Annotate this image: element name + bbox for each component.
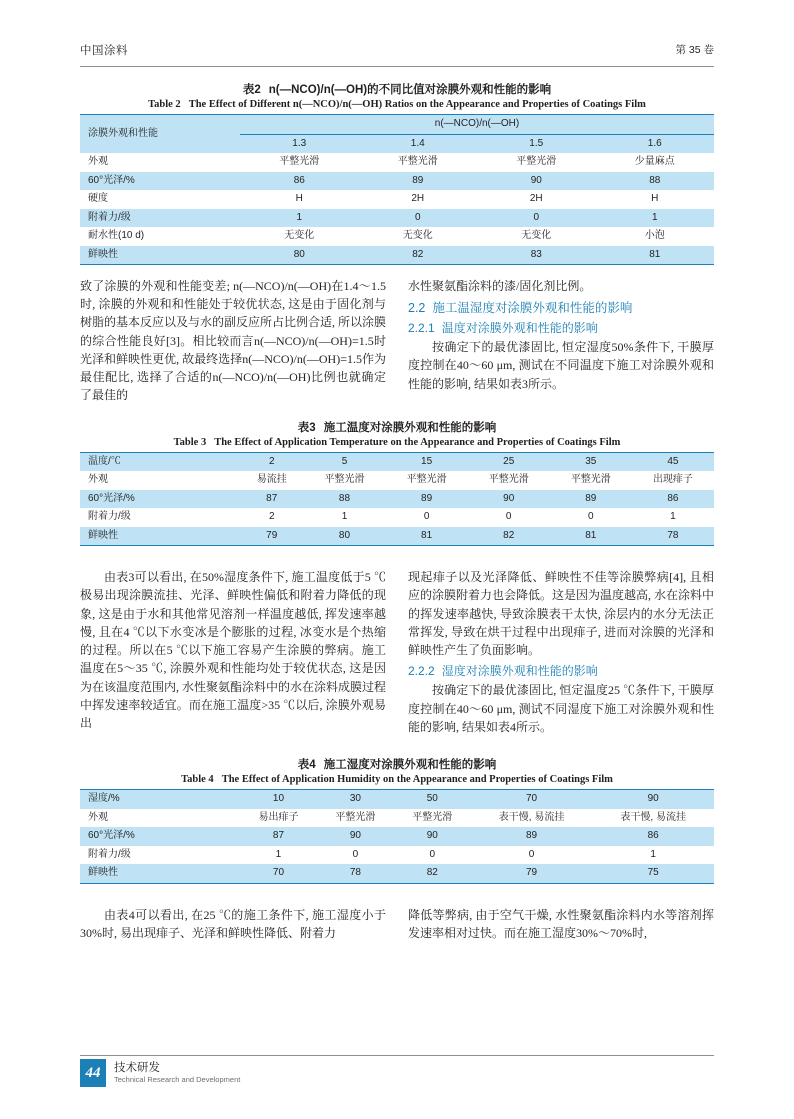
table2-r1c2: 90: [477, 172, 596, 191]
table2-label-cn: 表2: [242, 84, 261, 96]
journal-name: 中国涂料: [80, 45, 128, 57]
table4-row2-label: 附着力/级: [80, 846, 240, 865]
table2-r3c3: 1: [596, 209, 715, 228]
table2-r2c2: 2H: [477, 190, 596, 209]
table-row: [80, 172, 714, 191]
table4-row1-label: 60°光泽/%: [80, 827, 240, 846]
table3-r1c4: 89: [550, 490, 632, 509]
table2-r5c3: 81: [596, 246, 715, 265]
page: [0, 42, 794, 1119]
table3-r0c0: 易流挂: [240, 471, 303, 490]
paragraph-1-right: 水性聚氨酯涂料的漆/固化剂比例。: [408, 279, 592, 293]
table3-r3c1: 80: [303, 527, 385, 546]
table4-r1c4: 86: [592, 827, 714, 846]
table-row: [80, 471, 714, 490]
heading-2-2-number: 2.2: [408, 301, 426, 316]
table3-r2c0: 2: [240, 508, 303, 527]
table4-r1c2: 90: [394, 827, 471, 846]
table-row: [80, 227, 714, 246]
column-right: [408, 568, 714, 736]
table-row: [80, 508, 714, 527]
volume-label: 第 35 卷: [675, 44, 714, 56]
table3-col-2: 15: [386, 452, 468, 471]
table4-col-4: 90: [592, 790, 714, 809]
table4-r0c0: 易出痱子: [240, 809, 317, 828]
table4-r3c1: 78: [317, 864, 394, 883]
table4-r3c0: 70: [240, 864, 317, 883]
column-left: [80, 568, 386, 736]
table2-row2-label: 硬度: [80, 190, 240, 209]
table2-r4c1: 无变化: [359, 227, 478, 246]
running-head: [80, 42, 714, 64]
table2-r0c3: 少量麻点: [596, 153, 715, 172]
table3: [80, 452, 714, 547]
table2-r5c1: 82: [359, 246, 478, 265]
footer-divider: [80, 1055, 714, 1056]
page-number: 44: [80, 1059, 106, 1087]
table-row: [80, 490, 714, 509]
table4-r0c1: 平整光滑: [317, 809, 394, 828]
table4-r3c2: 82: [394, 864, 471, 883]
table-row: [80, 190, 714, 209]
table4-col-3: 70: [471, 790, 593, 809]
table2-r3c2: 0: [477, 209, 596, 228]
table4-r2c4: 1: [592, 846, 714, 865]
table2-group-header: n(—NCO)/n(—OH): [240, 115, 714, 135]
table2-r2c1: 2H: [359, 190, 478, 209]
table4-row3-label: 鲜映性: [80, 864, 240, 883]
table4-col-1: 30: [317, 790, 394, 809]
heading-2-2-1: [408, 319, 714, 336]
table4-r1c1: 90: [317, 827, 394, 846]
table4-row0-label: 外观: [80, 809, 240, 828]
table4-label-cn: 表4: [297, 759, 316, 772]
table2-title-en: The Effect of Different n(—NCO)/n(—OH) Ratios on the Appearance and Properties of Coatings Film: [188, 99, 646, 110]
table-row: [80, 527, 714, 546]
table2-r5c0: 80: [240, 246, 359, 265]
text-block-1: [80, 277, 714, 405]
table2-r4c3: 小泡: [596, 227, 715, 246]
table4-title-en: The Effect of Application Humidity on the Appearance and Properties of Coatings Film: [221, 774, 613, 786]
heading-2-2-1-number: 2.2.1: [408, 321, 435, 336]
table4-col-0: 10: [240, 790, 317, 809]
table3-r1c3: 90: [468, 490, 550, 509]
table4-r3c4: 75: [592, 864, 714, 883]
heading-2-2-1-text: 温度对涂膜外观和性能的影响: [441, 321, 598, 336]
table3-r3c0: 79: [240, 527, 303, 546]
table2-row1-label: 60°光泽/%: [80, 172, 240, 191]
table3-r2c3: 0: [468, 508, 550, 527]
table2-row4-label: 耐水性(10 d): [80, 227, 240, 246]
table4-caption-cn: [80, 756, 714, 772]
table2-block: [80, 81, 714, 265]
table3-r2c2: 0: [386, 508, 468, 527]
table4-r2c1: 0: [317, 846, 394, 865]
table2-r5c2: 83: [477, 246, 596, 265]
table3-r2c4: 0: [550, 508, 632, 527]
table3-r3c2: 81: [386, 527, 468, 546]
table2-row3-label: 附着力/级: [80, 209, 240, 228]
table4-caption-en: [80, 774, 714, 785]
table3-col-0: 2: [240, 452, 303, 471]
header-divider: [80, 66, 714, 67]
table3-r0c4: 平整光滑: [550, 471, 632, 490]
table2-r4c0: 无变化: [240, 227, 359, 246]
table3-block: [80, 419, 714, 547]
footer-section-en: Technical Research and Development: [114, 1075, 241, 1084]
table3-r0c1: 平整光滑: [303, 471, 385, 490]
table2-row0-label: 外观: [80, 153, 240, 172]
table2-r2c3: H: [596, 190, 715, 209]
table2-group-header-row: [80, 115, 714, 135]
table3-caption-cn: [80, 419, 714, 435]
table-row: [80, 846, 714, 865]
table2-r2c0: H: [240, 190, 359, 209]
table3-col-1: 5: [303, 452, 385, 471]
table4: [80, 789, 714, 884]
table4-title-cn: 施工湿度对涂膜外观和性能的影响: [323, 759, 497, 772]
page-footer: [80, 1055, 714, 1095]
table4-r1c0: 87: [240, 827, 317, 846]
table2-r0c2: 平整光滑: [477, 153, 596, 172]
table-row: [80, 864, 714, 883]
table2-r1c3: 88: [596, 172, 715, 191]
table3-r2c1: 1: [303, 508, 385, 527]
table3-header-label: 温度/℃: [80, 452, 240, 471]
table3-col-4: 35: [550, 452, 632, 471]
table3-r0c5: 出现痱子: [632, 471, 714, 490]
table2-col-3: 1.6: [596, 134, 715, 153]
table2: [80, 114, 714, 265]
table3-title-cn: 施工温度对涂膜外观和性能的影响: [323, 421, 497, 434]
table2-caption-cn: [80, 81, 714, 97]
table3-r3c5: 78: [632, 527, 714, 546]
paragraph-1-left: 致了涂膜的外观和性能变差; n(—NCO)/n(—OH)在1.4～1.5时, 涂膜的外观和和性能处于较优状态, 这是由于固化剂与树脂的基本反应以及与水的副反应所占比例合适, 所以涂膜的综合性能良好[3]。相比较而言n(—NCO)/n(—OH)=1.5时光泽和鲜映性更优, 故最终选择n(—NCO)/n(—OH)=1.5作为最佳配比, 选择了合适的n(—NCO)/n(—OH)比例也就确定了最佳的: [80, 279, 387, 403]
table2-col-2: 1.5: [477, 134, 596, 153]
table-row: [80, 209, 714, 228]
table-row: [80, 153, 714, 172]
table3-col-3: 25: [468, 452, 550, 471]
heading-2-2-2-number: 2.2.2: [408, 664, 435, 679]
table2-r1c0: 86: [240, 172, 359, 191]
table2-r0c1: 平整光滑: [359, 153, 478, 172]
table4-r0c2: 平整光滑: [394, 809, 471, 828]
table2-row5-label: 鲜映性: [80, 246, 240, 265]
paragraph-3-right: 现起痱子以及光泽降低、鲜映性不佳等涂膜弊病[4], 且相应的涂膜附着力也会降低。这是因为温度越高, 水在涂料中的挥发速率越快, 导致涂膜表干太快, 涂层内的水分无法正常挥发, 导致在烘干过程中出现痱子, 进而对涂膜的光泽和鲜映性产生了负面影响。: [408, 570, 715, 658]
table4-header-row: [80, 790, 714, 809]
column-left: [80, 277, 386, 405]
table4-label-en: Table 4: [181, 774, 214, 786]
table2-col-0: 1.3: [240, 134, 359, 153]
text-block-2: [80, 568, 714, 736]
table4-r0c3: 表干慢, 易流挂: [471, 809, 593, 828]
table2-r3c0: 1: [240, 209, 359, 228]
table3-r1c0: 87: [240, 490, 303, 509]
table2-caption-en: [80, 99, 714, 110]
text-block-3: [80, 906, 714, 942]
table2-r1c1: 89: [359, 172, 478, 191]
table4-r2c2: 0: [394, 846, 471, 865]
table2-r3c1: 0: [359, 209, 478, 228]
table3-row2-label: 附着力/级: [80, 508, 240, 527]
table3-caption-en: [80, 437, 714, 448]
table3-r2c5: 1: [632, 508, 714, 527]
table3-row3-label: 鲜映性: [80, 527, 240, 546]
table3-r3c4: 81: [550, 527, 632, 546]
table3-row0-label: 外观: [80, 471, 240, 490]
table4-block: [80, 756, 714, 884]
paragraph-4-right: 按确定下的最优漆固比, 恒定温度25 ℃条件下, 干膜厚度控制在40～60 μm, 测试不同湿度下施工对涂膜外观和性能的影响, 结果如表4所示。: [408, 683, 714, 734]
column-right: [408, 277, 714, 405]
table3-title-en: The Effect of Application Temperature on the Appearance and Properties of Coatings Film: [214, 436, 621, 448]
footer-section-cn: 技术研发: [114, 1062, 160, 1074]
table2-r4c2: 无变化: [477, 227, 596, 246]
table3-col-5: 45: [632, 452, 714, 471]
column-right: [408, 906, 714, 942]
table3-r0c3: 平整光滑: [468, 471, 550, 490]
heading-2-2-2-text: 湿度对涂膜外观和性能的影响: [441, 664, 598, 679]
paragraph-5-left: 由表4可以看出, 在25 ℃的施工条件下, 施工湿度小于30%时, 易出现痱子、光泽和鲜映性降低、附着力: [80, 907, 386, 940]
table4-r2c0: 1: [240, 846, 317, 865]
heading-2-2-text: 施工温湿度对涂膜外观和性能的影响: [432, 301, 633, 316]
paragraph-5-right: 降低等弊病, 由于空气干燥, 水性聚氨酯涂料内水等溶剂挥发速率相对过快。而在施工湿度30%～70%时,: [408, 907, 714, 940]
table3-header-row: [80, 452, 714, 471]
table3-r1c5: 86: [632, 490, 714, 509]
table4-r3c3: 79: [471, 864, 593, 883]
table2-corner-label: 涂膜外观和性能: [80, 115, 240, 154]
table2-col-1: 1.4: [359, 134, 478, 153]
table3-row1-label: 60°光泽/%: [80, 490, 240, 509]
table3-r1c1: 88: [303, 490, 385, 509]
column-left: [80, 906, 386, 942]
table3-label-en: Table 3: [173, 436, 207, 448]
heading-2-2: [408, 298, 714, 316]
table2-r0c0: 平整光滑: [240, 153, 359, 172]
table3-r1c2: 89: [386, 490, 468, 509]
table4-col-2: 50: [394, 790, 471, 809]
heading-2-2-2: [408, 662, 714, 679]
paragraph-3-left: 由表3可以看出, 在50%湿度条件下, 施工温度低于5 ℃极易出现涂膜流挂、光泽、鲜映性偏低和附着力降低的现象, 这是由于水和其他常见溶剂一样温度越低, 挥发速率越慢, 且在4 ℃以下水变冰是个膨胀的过程, 冰变水是个热缩的过程。所以在5 ℃以下施工容易产生涂膜的弊病。施工温度在5～35 ℃, 涂膜外观和性能均处于较优状态, 这是因为在该温度范围内, 水性聚氨酯涂料中的水在涂料成膜过程中挥发速率较适宜。而在施工温度>35 ℃以后, 涂膜外观易出: [80, 570, 387, 731]
table2-title-cn: n(—NCO)/n(—OH)的不同比值对涂膜外观和性能的影响: [268, 84, 552, 96]
table4-r0c4: 表干慢, 易流挂: [592, 809, 714, 828]
table3-label-cn: 表3: [297, 421, 316, 434]
table4-r2c3: 0: [471, 846, 593, 865]
table-row: [80, 246, 714, 265]
table2-label-en: Table 2: [148, 99, 181, 110]
paragraph-2-right: 按确定下的最优漆固比, 恒定湿度50%条件下, 干膜厚度控制在40～60 μm, 测试在不同温度下施工对涂膜外观和性能的影响, 结果如表3所示。: [408, 340, 714, 391]
table-row: [80, 827, 714, 846]
table4-r1c3: 89: [471, 827, 593, 846]
table3-r0c2: 平整光滑: [386, 471, 468, 490]
table3-r3c3: 82: [468, 527, 550, 546]
table4-header-label: 湿度/%: [80, 790, 240, 809]
table-row: [80, 809, 714, 828]
